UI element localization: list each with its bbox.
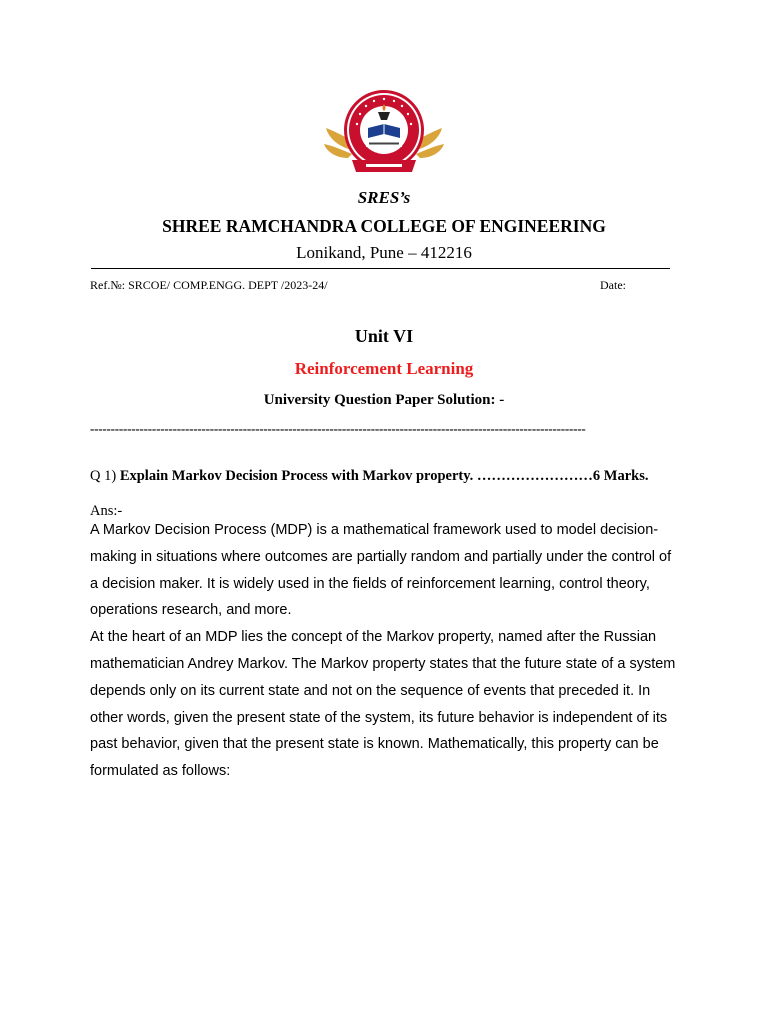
paper-subtitle: University Question Paper Solution: - <box>263 392 505 408</box>
question-number: Q 1) <box>90 468 117 484</box>
sres-heading: SRES’s <box>357 188 411 207</box>
answer-label: Ans:- <box>90 503 123 519</box>
college-address: Lonikand, Pune – 412216 <box>296 243 472 262</box>
subject-title: Reinforcement Learning <box>294 359 474 378</box>
college-name: SHREE RAMCHANDRA COLLEGE OF ENGINEERING <box>162 216 606 236</box>
answer-paragraph: At the heart of an MDP lies the concept of the Markov property, named after the Russian mathematician Andrey Markov. The Markov property states that the future state of a system depends only on its current state and not on the sequence of events that preceded it. In other words, given the present state of the system, its future behavior is independent of its past behavior, given that the present state is known. Mathematically, this property can be formulated as follows: <box>90 629 676 780</box>
college-seal-icon <box>322 88 446 180</box>
answer-body <box>90 517 680 785</box>
question-1 <box>90 468 690 485</box>
unit-title: Unit VI <box>354 326 414 346</box>
reference-number: Ref.№: SRCOE/ COMP.ENGG. DEPT /2023-24/ <box>90 278 328 292</box>
dashed-separator: ------------------------------------------------------------------------------------------------------------------------ <box>90 421 586 436</box>
date-label: Date: <box>600 278 626 292</box>
question-text: Explain Markov Decision Process with Markov property. ……………………6 Marks. <box>119 468 649 484</box>
header-divider <box>91 268 670 269</box>
answer-paragraph: A Markov Decision Process (MDP) is a mathematical framework used to model decision-making in situations where outcomes are partially random and partially under the control of a decision maker. It is widely used in the fields of reinforcement learning, control theory, operations research, and more. <box>90 522 672 619</box>
